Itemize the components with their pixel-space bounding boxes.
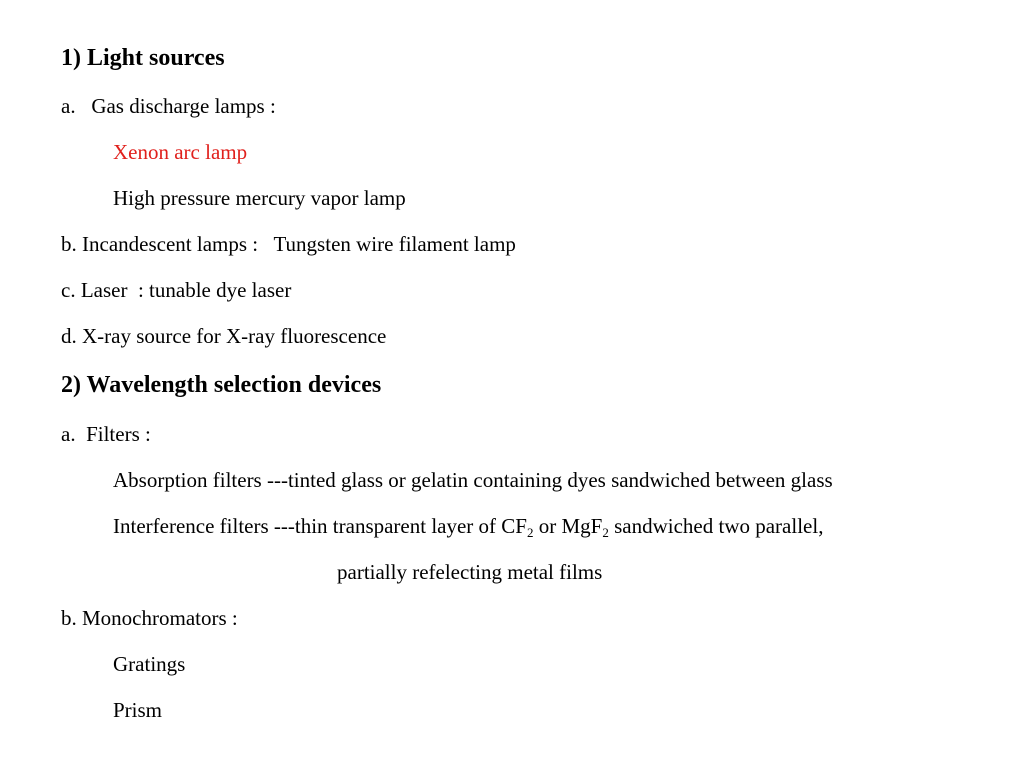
xray-source-line: d. X-ray source for X-ray fluorescence bbox=[61, 324, 387, 348]
mgf2-subscript: 2 bbox=[602, 525, 609, 540]
incandescent-lamps-line: b. Incandescent lamps : Tungsten wire filament lamp bbox=[61, 232, 516, 256]
gas-discharge-label: a. Gas discharge lamps : bbox=[61, 94, 276, 118]
interference-text-3: sandwiched two parallel, bbox=[608, 514, 824, 538]
laser-line: c. Laser : tunable dye laser bbox=[61, 278, 292, 302]
monochromators-label: b. Monochromators : bbox=[61, 606, 238, 630]
gratings-item: Gratings bbox=[113, 652, 186, 676]
mercury-vapor-lamp: High pressure mercury vapor lamp bbox=[113, 186, 406, 210]
prism-item: Prism bbox=[113, 698, 163, 722]
xenon-arc-lamp: Xenon arc lamp bbox=[113, 140, 248, 164]
section1-heading: 1) Light sources bbox=[61, 45, 225, 71]
interference-filters-line bbox=[113, 513, 823, 539]
section2-heading: 2) Wavelength selection devices bbox=[61, 372, 382, 398]
filters-label: a. Filters : bbox=[61, 422, 151, 446]
absorption-filters-line: Absorption filters ---tinted glass or gelatin containing dyes sandwiched between glass bbox=[113, 468, 833, 492]
interference-text-1: Interference filters ---thin transparent layer of CF bbox=[113, 514, 527, 538]
cf2-subscript: 2 bbox=[526, 525, 534, 540]
interference-text-2: or MgF bbox=[533, 514, 603, 538]
interference-continuation: partially refelecting metal films bbox=[337, 560, 603, 584]
